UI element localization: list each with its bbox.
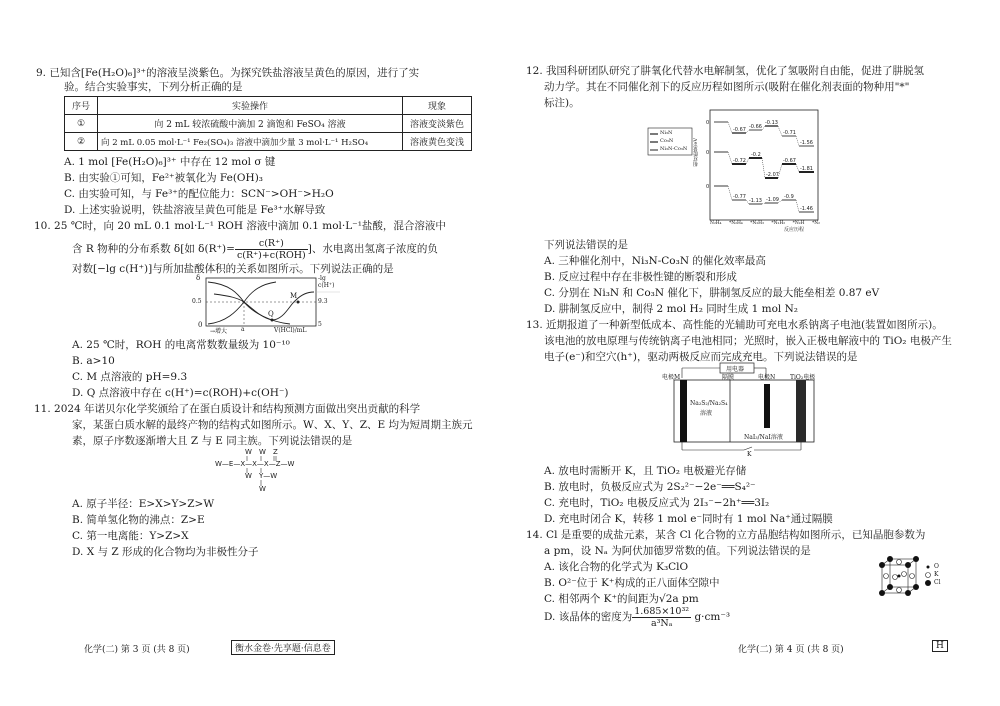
- left-page-footer: 化学(二) 第 3 页 (共 8 页): [84, 645, 190, 655]
- chart-y-label: 相对能量/eV: [693, 138, 699, 167]
- q9-stem-line2: 验。结合实验事实，下列分析正确的是: [64, 81, 243, 93]
- svg-text:-0.2: -0.2: [751, 152, 761, 158]
- atom-label: W: [259, 485, 266, 493]
- x-tick: *N₂H₃: [750, 221, 764, 226]
- svg-text:-1.56: -1.56: [800, 140, 813, 146]
- q12-option-c: C. 分别在 Ni₃N 和 Co₃N 催化下，肼制氢反应的最大能垒相差 0.87 eV: [544, 287, 880, 299]
- atom-label: Z: [273, 448, 278, 456]
- q13-stem-line1: 13. 近期报道了一种新型低成本、高性能的光辅助可充电水系钠离子电池(装置如图所示)。: [526, 319, 943, 331]
- right-page: [500, 0, 1000, 706]
- option-d-prefix: D. 该晶体的密度为: [544, 611, 633, 623]
- atom-label: W: [245, 448, 252, 456]
- chart-y-right-label: -lg c(H⁺): [318, 275, 335, 289]
- left-solution-label-2: 溶液: [700, 410, 713, 417]
- table-cell: 向 2 mL 0.05 mol·L⁻¹ Fe₂(SO₄)₃ 溶液中滴加少量 3 mol·L⁻¹ H₂SO₄: [98, 133, 403, 151]
- q9-option-b: B. 由实验①可知，Fe²⁺被氧化为 Fe(OH)₃: [64, 172, 263, 184]
- q13-option-b: B. 放电时，负极反应式为 2S₂²⁻−2e⁻══S₄²⁻: [544, 481, 756, 493]
- q13-option-d: D. 充电时闭合 K，转移 1 mol e⁻同时有 1 mol Na⁺通过隔膜: [544, 513, 833, 525]
- fraction-numerator: 1.685×10³²: [634, 605, 690, 617]
- chart-x-a: a: [241, 326, 245, 333]
- legend-ni3n-co3n: Ni₃N-Co₃N: [660, 146, 688, 152]
- x-tick: *N₂H₂: [771, 221, 786, 226]
- table-row: [65, 133, 472, 151]
- svg-text:-1.09: -1.09: [766, 197, 779, 203]
- table-row: [65, 115, 472, 133]
- svg-text:-1.46: -1.46: [800, 206, 813, 212]
- value-label: -0.67: [733, 127, 746, 133]
- table-header: 序号: [65, 97, 98, 115]
- q12-stem-line1: 12. 我国科研团队研究了肼氧化代替水电解制氢，优化了氢吸附自由能，促进了肼脱氢: [526, 65, 925, 77]
- center-footer-badge: 衡水金卷·先享题·信息卷: [231, 640, 335, 655]
- q10-option-d: D. Q 点溶液中存在 c(H⁺)=c(ROH)+c(OH⁻): [72, 387, 289, 399]
- q12-option-d: D. 肼制氢反应中，制得 2 mol H₂ 同时生成 1 mol N₂: [544, 303, 798, 315]
- legend-o: O: [934, 563, 939, 570]
- q11-option-d: D. X 与 Z 形成的化合物均为非极性分子: [72, 546, 259, 558]
- q9-option-d: D. 上述实验说明，铁盐溶液呈黄色可能是 Fe³⁺水解导致: [64, 204, 326, 216]
- chart-tick-0: 0: [198, 321, 203, 329]
- q10-stem-line2: [72, 236, 438, 262]
- table-header-row: [65, 97, 472, 115]
- q10-option-b: B. a>10: [72, 355, 115, 367]
- q12-option-b: B. 反应过程中存在非极性键的断裂和形成: [544, 271, 737, 283]
- q10-stem-pre: 含 R 物种的分布系数 δ[如 δ(R⁺)=: [72, 243, 235, 255]
- q12-stem-line3: 标注)。: [544, 97, 580, 109]
- main-chain: W—E—X—X—X—Z—W: [215, 460, 295, 468]
- q9-stem-line1: 9. 已知含[Fe(H₂O)₆]³⁺的溶液呈淡紫色。为探究铁盐溶液呈黄色的原因，进行了实: [36, 67, 420, 79]
- svg-text:-1.13: -1.13: [749, 198, 762, 204]
- q14-stem-line2: a pm，设 Nₐ 为阿伏加德罗常数的值。下列说法错误的是: [544, 545, 811, 557]
- svg-text:-0.13: -0.13: [765, 120, 778, 126]
- svg-text:-0.66: -0.66: [749, 124, 762, 130]
- q14-option-d: [544, 604, 730, 630]
- svg-text:-2.07: -2.07: [766, 172, 779, 178]
- chart-tick-0.5: 0.5: [192, 298, 202, 305]
- svg-text:-0.71: -0.71: [783, 130, 796, 136]
- tio2-electrode-label: TiO₂电极: [790, 374, 816, 381]
- right-page-footer: 化学(二) 第 4 页 (共 8 页): [738, 645, 844, 655]
- corner-badge: H: [932, 640, 948, 652]
- q10-stem-post: ]、水电离出氢离子浓度的负: [307, 243, 438, 255]
- legend-co3n: Co₃N: [660, 138, 674, 144]
- density-fraction: [632, 606, 691, 629]
- legend-cl: Cl: [934, 579, 941, 586]
- x-tick: *N₂H₄: [728, 221, 743, 226]
- q13-stem-line3: 电子(e⁻)和空穴(h⁺)，驱动两极反应而完成充电。下列说法错误的是: [544, 351, 858, 363]
- svg-text:-0.77: -0.77: [733, 194, 746, 200]
- q10-stem-line1: 10. 25 ℃时，向 20 mL 0.1 mol·L⁻¹ ROH 溶液中滴加 0.1 mol·L⁻¹盐酸，混合溶液中: [34, 220, 446, 232]
- atom-label: W: [245, 472, 252, 480]
- svg-text:-0.9: -0.9: [784, 194, 794, 200]
- q11-structural-formula: [215, 448, 315, 494]
- right-solution-label: NaI₃/NaI溶液: [744, 434, 783, 441]
- table-cell: 向 2 mL 较浓硫酸中滴加 2 滴饱和 FeSO₄ 溶液: [98, 115, 403, 133]
- svg-text:0: 0: [706, 150, 710, 156]
- x-tick: *N₂: [811, 221, 820, 226]
- electrode-n-label: 电极N: [758, 374, 776, 381]
- legend-ni3n: Ni₃N: [660, 130, 673, 136]
- x-tick: N₂H₄: [710, 221, 722, 226]
- chart-point-m: M: [290, 292, 298, 300]
- q12-option-a: A. 三种催化剂中，Ni₃N-Co₃N 的催化效率最高: [544, 255, 766, 267]
- chart-tick-5: 5: [318, 321, 322, 328]
- svg-text:0: 0: [706, 184, 710, 190]
- svg-text:-0.72: -0.72: [733, 158, 746, 164]
- svg-text:-0.67: -0.67: [783, 158, 796, 164]
- q14-option-a: A. 该化合物的化学式为 K₃ClO: [544, 561, 689, 573]
- q14-option-c: C. 相邻两个 K⁺的间距为√2a pm: [544, 593, 699, 605]
- switch-k-label: K: [747, 451, 752, 458]
- electrode-m-label: 电极M: [662, 374, 681, 381]
- q10-option-c: C. M 点溶液的 pH=9.3: [72, 371, 188, 383]
- q9-option-c: C. 由实验可知，与 Fe³⁺的配位能力：SCN⁻>OH⁻>H₂O: [64, 188, 334, 200]
- chart-point-q: Q: [268, 310, 274, 318]
- atom-label: Y—W: [259, 472, 278, 480]
- x-tick: *N₂H: [792, 221, 805, 226]
- q10-stem-line3: 对数[−lg c(H⁺)]与所加盐酸体积的关系如图所示。下列说法正确的是: [72, 263, 394, 275]
- q13-option-a: A. 放电时需断开 K，且 TiO₂ 电极避光存储: [544, 465, 747, 477]
- delta-fraction: [235, 238, 308, 261]
- q9-option-a: A. 1 mol [Fe(H₂O)₆]³⁺ 中存在 12 mol σ 键: [64, 156, 276, 168]
- q11-option-b: B. 简单氢化物的沸点：Z>E: [72, 514, 205, 526]
- table-cell: 溶液变淡紫色: [403, 115, 472, 133]
- table-header: 现象: [403, 97, 472, 115]
- q13-option-c: C. 充电时，TiO₂ 电极反应式为 2I₃⁻−2h⁺══3I₂: [544, 497, 770, 509]
- q14-stem-line1: 14. Cl 是重要的成盐元素，某含 Cl 化合物的立方晶胞结构如图所示，已知晶胞参数为: [526, 529, 926, 541]
- chart-tick-9.3: 9.3: [318, 298, 328, 305]
- fraction-denominator: c(R⁺)+c(ROH): [236, 249, 306, 261]
- q11-option-a: A. 原子半径：E>X>Y>Z>W: [72, 498, 215, 510]
- q12-energy-chart: [646, 108, 846, 232]
- q11-stem-line3: 素，原子序数逐渐增大且 Z 与 E 同主族。下列说法错误的是: [72, 435, 353, 447]
- table-cell: ②: [65, 133, 98, 151]
- chart-y-left-label: δ: [196, 274, 201, 282]
- chart-arrow-label: →增大: [210, 328, 228, 335]
- atom-label: W: [259, 448, 266, 456]
- q12-prompt: 下列说法错误的是: [544, 239, 628, 251]
- fraction-denominator: a³Nₐ: [650, 617, 673, 629]
- q11-option-c: C. 第一电离能：Y>Z>X: [72, 530, 189, 542]
- q11-stem-line2: 家，某蛋白质水解的最终产物的结构式如图所示。W、X、Y、Z、E 均为短周期主族元: [72, 419, 473, 431]
- table-cell: ①: [65, 115, 98, 133]
- q12-stem-line2: 动力学。其在不同催化剂下的反应历程如图所示(吸附在催化剂表面的物种用"*": [544, 81, 910, 93]
- svg-text:0: 0: [706, 120, 710, 126]
- q10-option-a: A. 25 ℃时，ROH 的电离常数数量级为 10⁻¹⁰: [72, 339, 290, 351]
- membrane-label: 隔膜: [722, 374, 735, 381]
- q14-option-b: B. O²⁻位于 K⁺构成的正八面体空隙中: [544, 577, 720, 589]
- q14-crystal-cell: [876, 555, 956, 601]
- svg-text:-1.81: -1.81: [800, 166, 813, 172]
- table-cell: 溶液黄色变浅: [403, 133, 472, 151]
- option-d-unit: g·cm⁻³: [694, 611, 731, 623]
- chart-x-label: V(HCl)/mL: [274, 327, 307, 334]
- q9-experiment-table: [64, 96, 472, 151]
- q10-chart: [190, 274, 340, 336]
- fraction-numerator: c(R⁺): [235, 238, 308, 250]
- q13-stem-line2: 该电池的放电原理与传统钠离子电池相同；光照时，嵌入正极电解液中的 TiO₂ 电极产生: [544, 335, 952, 347]
- table-header: 实验操作: [98, 97, 403, 115]
- q13-battery-diagram: [660, 362, 840, 458]
- device-label: 用电器: [726, 366, 745, 373]
- q11-stem-line1: 11. 2024 年诺贝尔化学奖颁给了在蛋白质设计和结构预测方面做出突出贡献的科学: [34, 403, 421, 415]
- legend-k: K: [934, 571, 939, 578]
- chart-x-label: 反应历程: [784, 227, 805, 233]
- left-solution-label: Na₂S₂/Na₂S₄: [690, 400, 728, 407]
